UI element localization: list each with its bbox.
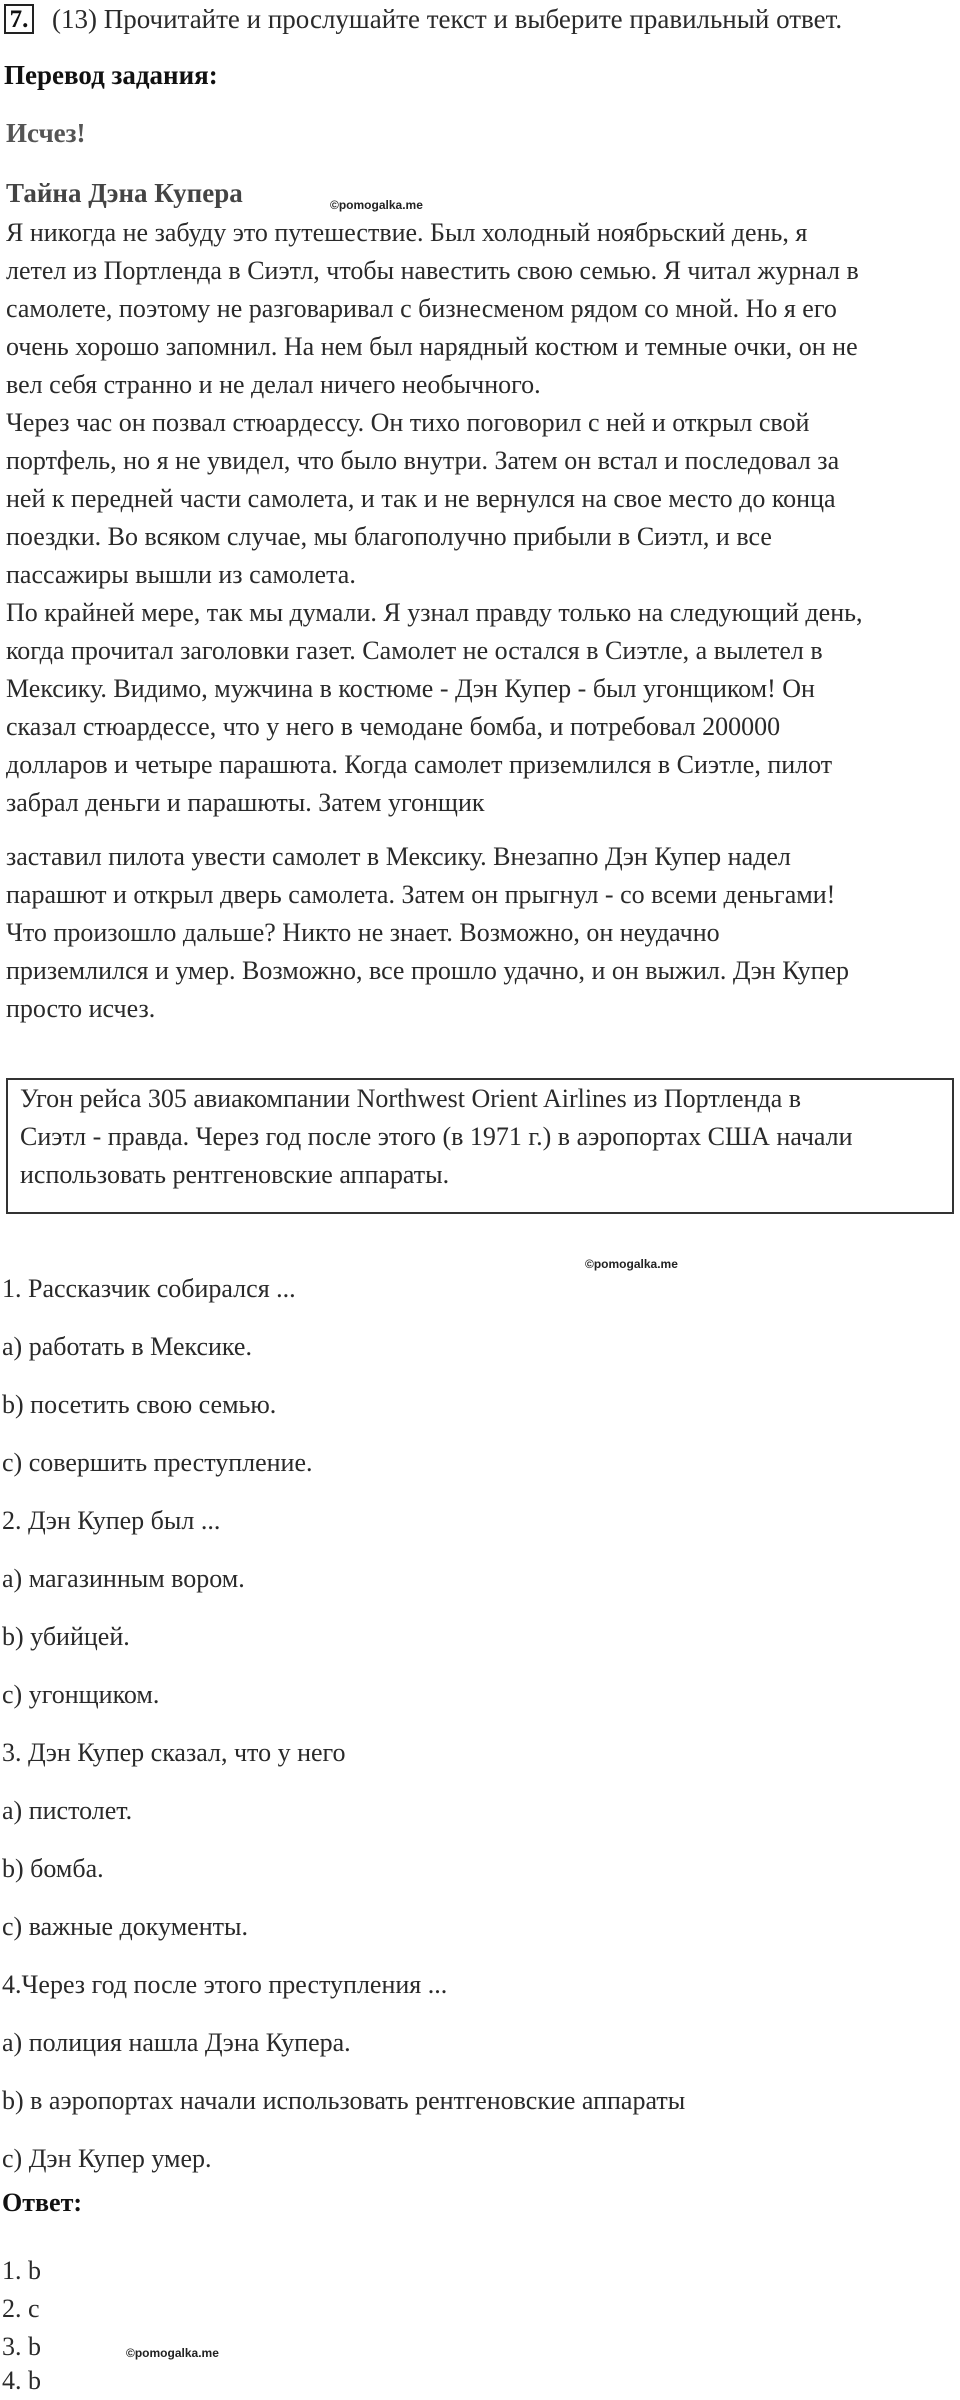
answer-item: 4. b (2, 2366, 41, 2395)
story-line: поездки. Во всяком случае, мы благополучно прибыли в Сиэтл, и все (6, 522, 772, 551)
story-line: Я никогда не забуду это путешествие. Был холодный ноябрьский день, я (6, 218, 808, 247)
story-line: забрал деньги и парашюты. Затем угонщик (6, 788, 485, 817)
story-line: сказал стюардессе, что у него в чемодане бомба, и потребовал 200000 (6, 712, 781, 741)
answer-option: a) магазинным вором. (2, 1564, 245, 1593)
task-instruction: (13) Прочитайте и прослушайте текст и выберите правильный ответ. (52, 4, 843, 34)
story-line: очень хорошо запомнил. На нем был нарядный костюм и темные очки, он не (6, 332, 858, 361)
story-line: портфель, но я не увидел, что было внутри. Затем он встал и последовал за (6, 446, 840, 475)
answer-option: a) пистолет. (2, 1796, 133, 1825)
answers-heading: Ответ: (2, 2188, 83, 2217)
answer-option: b) в аэропортах начали использовать рентгеновские аппараты (2, 2086, 686, 2115)
question: 2. Дэн Купер был ... (2, 1506, 221, 1535)
story-line: летел из Портленда в Сиэтл, чтобы навестить свою семью. Я читал журнал в (6, 256, 859, 285)
story-line: парашют и открыл дверь самолета. Затем он прыгнул - со всеми деньгами! (6, 880, 836, 909)
story-line: когда прочитал заголовки газет. Самолет не остался в Сиэтле, а вылетел в (6, 636, 823, 665)
answer-item: 3. b (2, 2332, 41, 2361)
story-title: Тайна Дэна Купера (6, 178, 243, 208)
story-line: ней к передней части самолета, и так и не вернулся на свое место до конца (6, 484, 836, 513)
answer-option: b) бомба. (2, 1854, 104, 1883)
story-line: пассажиры вышли из самолета. (6, 560, 356, 589)
answer-option: b) убийцей. (2, 1622, 130, 1651)
story-line: самолете, поэтому не разговаривал с бизнесменом рядом со мной. Но я его (6, 294, 837, 323)
fact-box (6, 1078, 954, 1214)
watermark: ©pomogalka.me (126, 2346, 219, 2360)
answer-option: a) полиция нашла Дэна Купера. (2, 2028, 351, 2057)
answer-option: c) важные документы. (2, 1912, 248, 1941)
question: 1. Рассказчик собирался ... (2, 1274, 296, 1303)
answer-item: 1. b (2, 2256, 41, 2285)
story-line: Мексику. Видимо, мужчина в костюме - Дэн Купер - был угонщиком! Он (6, 674, 815, 703)
translation-heading: Перевод задания: (4, 60, 218, 90)
question: 4.Через год после этого преступления ... (2, 1970, 448, 1999)
fact-line: Сиэтл - правда. Через год после этого (в 1971 г.) в аэропортах США начали (20, 1122, 853, 1151)
answer-item: 2. c (2, 2294, 40, 2323)
fact-line: использовать рентгеновские аппараты. (20, 1160, 450, 1189)
task-number-box: 7. (4, 4, 34, 34)
story-line: заставил пилота увести самолет в Мексику. Внезапно Дэн Купер надел (6, 842, 791, 871)
vanished-heading: Исчез! (6, 118, 86, 148)
answer-option: b) посетить свою семью. (2, 1390, 277, 1419)
story-line: вел себя странно и не делал ничего необычного. (6, 370, 541, 399)
watermark: ©pomogalka.me (585, 1257, 678, 1271)
answer-option: c) Дэн Купер умер. (2, 2144, 212, 2173)
answer-option: a) работать в Мексике. (2, 1332, 252, 1361)
story-line: По крайней мере, так мы думали. Я узнал правду только на следующий день, (6, 598, 863, 627)
watermark: ©pomogalka.me (330, 198, 423, 212)
story-line: долларов и четыре парашюта. Когда самолет приземлился в Сиэтле, пилот (6, 750, 833, 779)
answer-option: c) угонщиком. (2, 1680, 160, 1709)
story-line: Что произошло дальше? Никто не знает. Возможно, он неудачно (6, 918, 720, 947)
fact-line: Угон рейса 305 авиакомпании Northwest Orient Airlines из Портленда в (20, 1084, 802, 1113)
question: 3. Дэн Купер сказал, что у него (2, 1738, 346, 1767)
story-line: просто исчез. (6, 994, 156, 1023)
story-line: Через час он позвал стюардессу. Он тихо поговорил с ней и открыл свой (6, 408, 810, 437)
story-line: приземлился и умер. Возможно, все прошло удачно, и он выжил. Дэн Купер (6, 956, 850, 985)
answer-option: c) совершить преступление. (2, 1448, 313, 1477)
